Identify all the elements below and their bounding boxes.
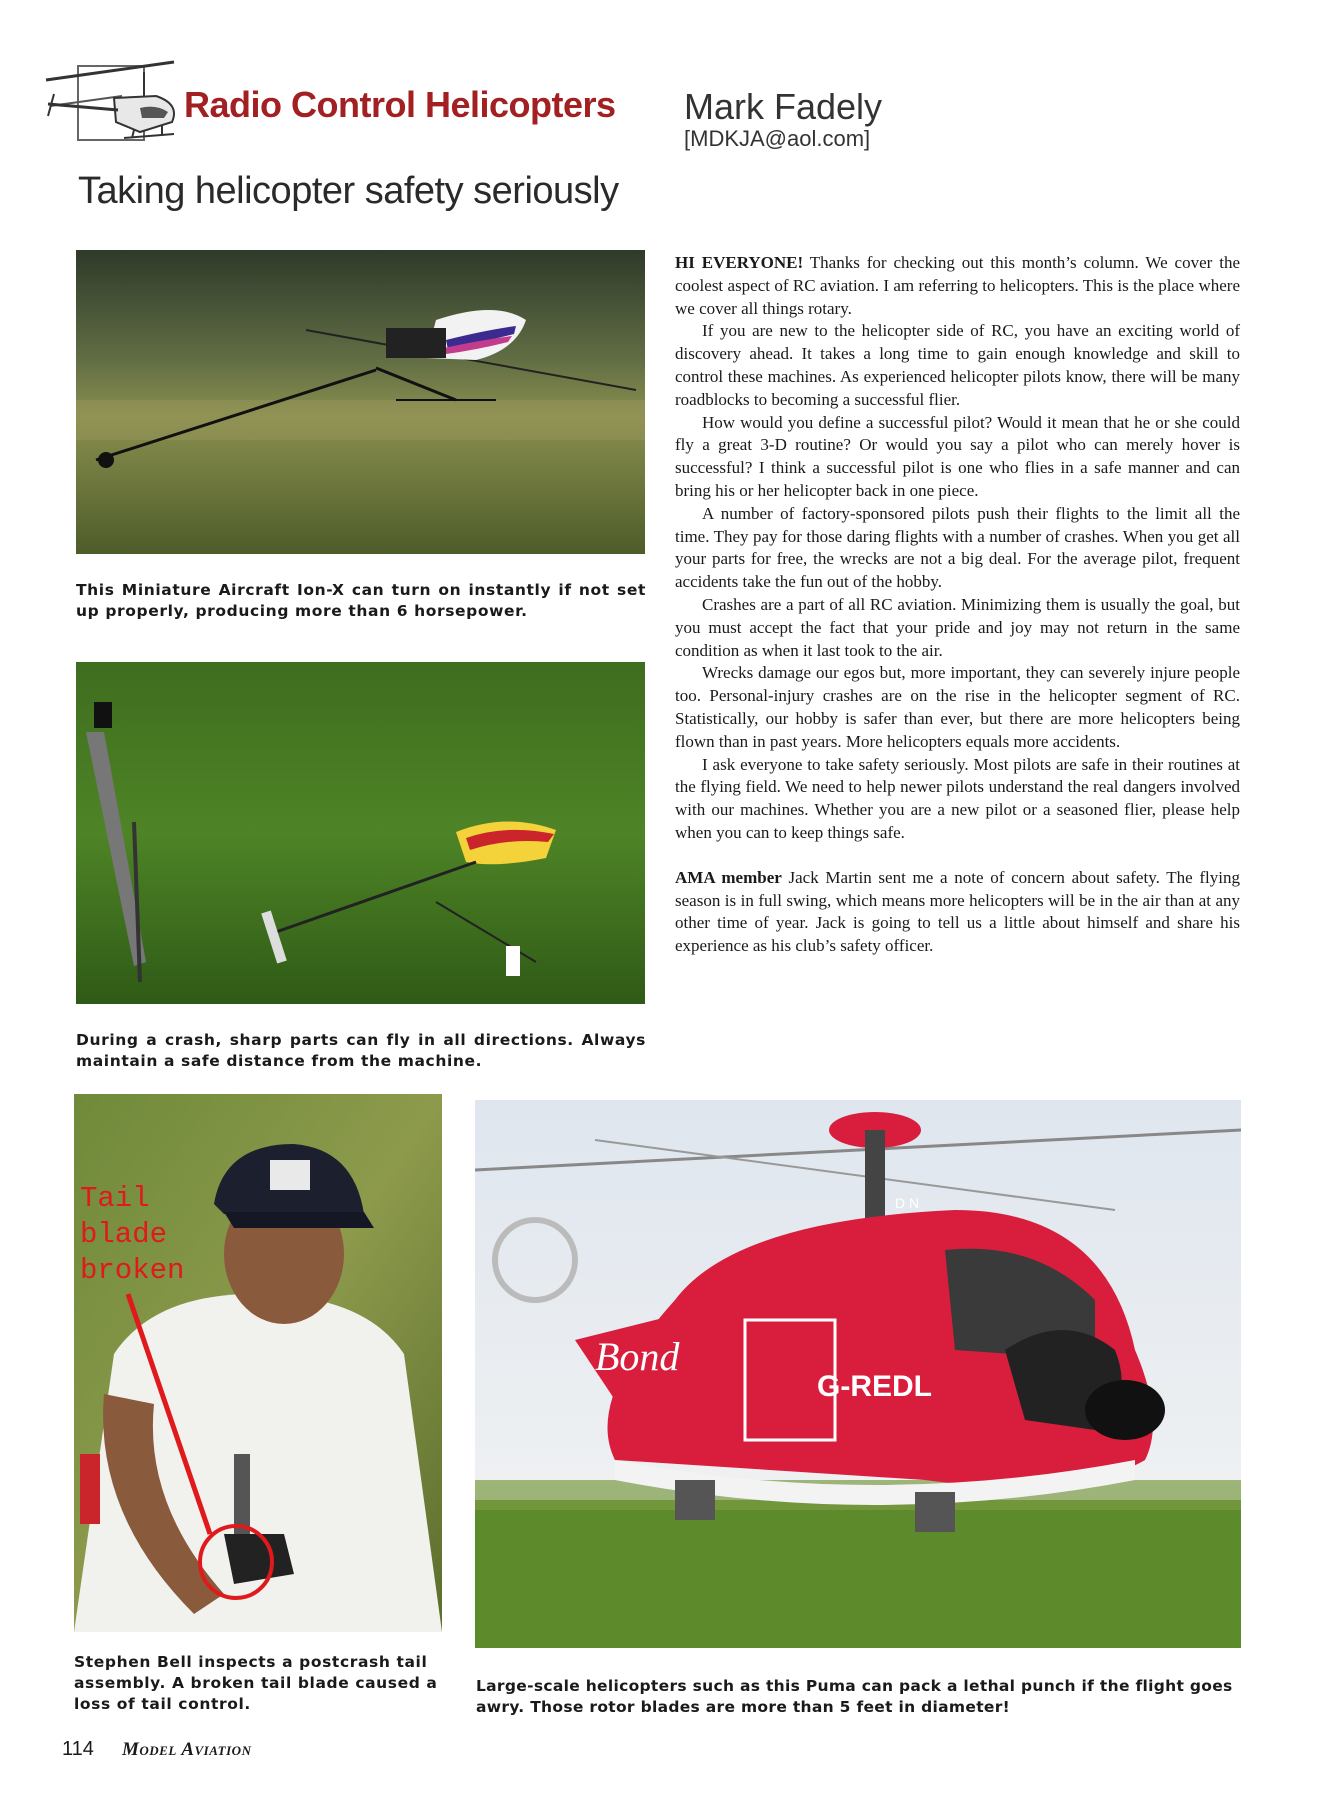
page-number: 114 bbox=[62, 1738, 94, 1760]
column-title: Radio Control Helicopters bbox=[184, 84, 616, 125]
annotation-line-3: broken bbox=[80, 1254, 185, 1287]
article-paragraph: Wrecks damage our egos but, more important, they can severely injure people too. Personal-injury crashes are on the rise in the helicopter segment of RC. Statistically, our hobby is safer than ever, but there are more helicopters being flown than in past years. More helicopters equals more accidents. bbox=[675, 663, 1240, 751]
article-paragraph: Crashes are a part of all RC aviation. Minimizing them is usually the goal, but you must accept the fact that your pride and joy may not return in the same condition as when it last took to the air. bbox=[675, 594, 1240, 660]
author-email: [MDKJA@aol.com] bbox=[684, 126, 871, 151]
author-name: Mark Fadely bbox=[684, 86, 883, 127]
caption-crash: During a crash, sharp parts can fly in all directions. Always maintain a safe distance from the machine. bbox=[76, 1031, 646, 1070]
annotation-line-2: blade bbox=[80, 1218, 168, 1251]
article-paragraph: HI EVERYONE! Thanks for checking out this month’s column. We cover the coolest aspect of RC aviation. I am referring to helicopters. This is the place where we cover all things rotary. bbox=[675, 253, 1240, 318]
puma-dn-marking: D N bbox=[895, 1195, 920, 1211]
lead-in: AMA member bbox=[675, 867, 782, 887]
caption-ion-x: This Miniature Aircraft Ion-X can turn on instantly if not set up properly, producing more than 6 horsepower. bbox=[76, 581, 646, 620]
puma-livery-name: Bond bbox=[595, 1334, 680, 1379]
article-paragraph: A number of factory-sponsored pilots push their flights to the limit all the time. They pay for those daring flights with a number of crashes. When you get all your parts for free, the wrecks are not a big deal. For the average pilot, frequent accidents take the fun out of the hobby. bbox=[675, 503, 1240, 592]
photo-crashed-helicopter bbox=[76, 662, 645, 1004]
puma-registration: G-REDL bbox=[817, 1370, 932, 1403]
photo-ion-x-helicopter bbox=[76, 250, 645, 554]
photo-stephen-bell bbox=[74, 1094, 442, 1632]
magazine-name: Model Aviation bbox=[122, 1739, 252, 1760]
caption-puma: Large-scale helicopters such as this Puma can pack a lethal punch if the flight goes awry. Those rotor blades are more than 5 feet in diameter! bbox=[476, 1677, 1233, 1716]
lead-in: HI EVERYONE! bbox=[675, 253, 804, 272]
annotation-line-1: Tail bbox=[80, 1182, 150, 1215]
article-paragraph: How would you define a successful pilot? Would it mean that he or she could fly a great 3-D routine? Or would you say a pilot who can merely hover is successful? I think a successful pilot is one who flies in a safe manner and can bring his or her helicopter back in one piece. bbox=[675, 412, 1240, 500]
article-paragraph: If you are new to the helicopter side of RC, you have an exciting world of discovery ahead. It takes a long time to gain enough knowledge and skill to control these machines. As experienced helicopter pilots know, there will be many roadblocks to becoming a successful flier. bbox=[675, 321, 1240, 409]
caption-stephen-bell: Stephen Bell inspects a postcrash tail assembly. A broken tail blade caused a loss of tail control. bbox=[74, 1653, 438, 1713]
column-logo-helicopter-icon bbox=[44, 52, 184, 160]
article-headline: Taking helicopter safety seriously bbox=[78, 170, 619, 212]
article-body bbox=[675, 252, 1240, 958]
article-paragraph: AMA member Jack Martin sent me a note of concern about safety. The flying season is in full swing, which means more helicopters will be in the air than at any other time of year. Jack is going to tell us a little about himself and share his experience as his club’s safety officer. bbox=[675, 867, 1240, 956]
photo-puma-helicopter bbox=[475, 1100, 1241, 1648]
article-paragraph: I ask everyone to take safety seriously. Most pilots are safe in their routines at the flying field. We need to help newer pilots understand the real dangers involved with our machines. Whether you are a new pilot or a seasoned flier, please help when you can to keep things safe. bbox=[675, 754, 1240, 842]
